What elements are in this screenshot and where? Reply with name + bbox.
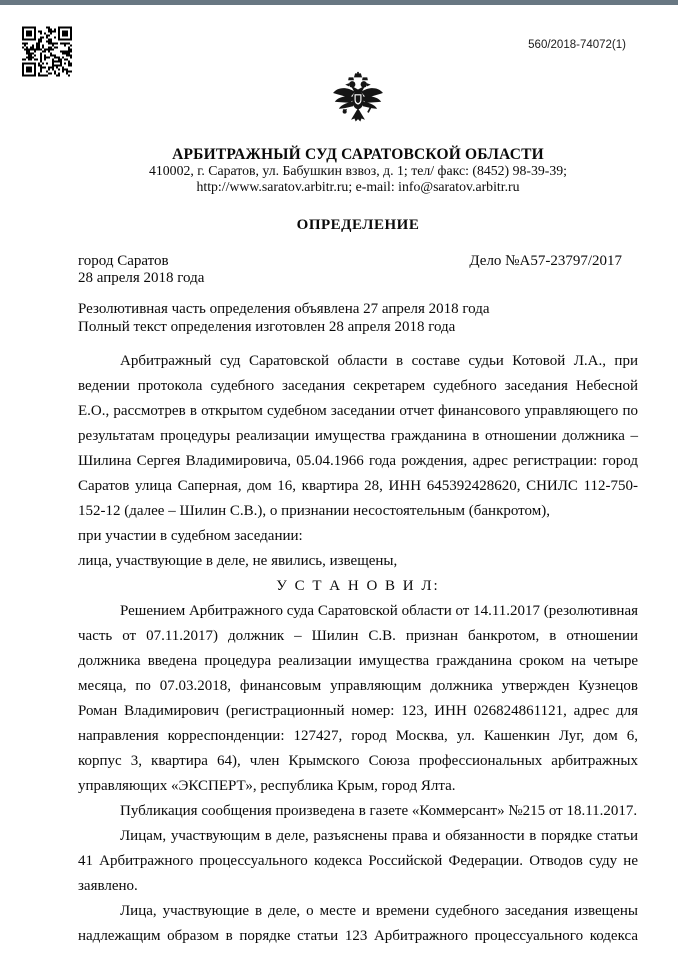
- body-paragraph: Лицам, участвующим в деле, разъяснены права и обязанности в порядке статьи 41 Арбитражного процессуального кодекса Российской Федерации. Отводов суду не заявлено.: [78, 828, 638, 894]
- intro-paragraph: Арбитражный суд Саратовской области в составе судьи Котовой Л.А., при ведении протокола судебного заседания секретарем судебного заседания Небесной Е.О., рассмотрев в открытом судебном заседании отчет финансового управляющего по результатам процедуры реализации имущества гражданина в отношении должника – Шилина Сергея Владимировича, 05.04.1966 года рождения, адрес регистрации: город Саратов улица Саперная, дом 16, квартира 28, ИНН 645392428620, СНИЛС 112-750-152-12 (далее – Шилин С.В.), о признании несостоятельным (банкротом),: [78, 353, 638, 519]
- document-number: 560/2018-74072(1): [528, 39, 626, 51]
- full-text-line: Полный текст определения изготовлен 28 апреля 2018 года: [78, 318, 456, 335]
- case-number: Дело №А57-23797/2017: [469, 253, 622, 269]
- document-page: [78, 0, 638, 949]
- qr-code: [22, 25, 72, 78]
- ustanovil-heading: У С Т А Н О В И Л:: [276, 578, 440, 594]
- document-body: [78, 349, 638, 949]
- court-contact: http://www.saratov.arbitr.ru; e-mail: info@saratov.arbitr.ru: [196, 178, 520, 194]
- case-city: город Саратов: [78, 253, 169, 269]
- body-paragraph: Решением Арбитражного суда Саратовской области от 14.11.2017 (резолютивная часть от 07.11.2017) должник – Шилин С.В. признан банкротом, в отношении должника введена процедура реализации имущества гражданина сроком на четыре месяца, по 07.03.2018, финансовым управляющим должника утвержден Кузнецов Роман Владимирович (регистрационный номер: 123, ИНН 026824861121, адрес для направления корреспонденции: 127427, город Москва, ул. Кашенкин Луг, дом 6, корпус 3, квартира 64), член Крымского Союза профессиональных арбитражных управляющих «ЭКСПЕРТ», республика Крым, город Ялта.: [78, 603, 638, 794]
- russia-coat-of-arms-icon: [329, 71, 387, 129]
- court-address: 410002, г. Саратов, ул. Бабушкин взвоз, д. 1; тел/ факс: (8452) 98-39-39;: [148, 163, 568, 178]
- court-name: АРБИТРАЖНЫЙ СУД САРАТОВСКОЙ ОБЛАСТИ: [172, 146, 544, 163]
- body-paragraph: Публикация сообщения произведена в газете «Коммерсант» №215 от 18.11.2017.: [120, 803, 638, 819]
- resolutive-part-line: Резолютивная часть определения объявлена 27 апреля 2018 года: [78, 301, 490, 317]
- announcement-block: [78, 301, 638, 336]
- participation-line: при участии в судебном заседании:: [78, 528, 303, 544]
- case-date: 28 апреля 2018 года: [78, 270, 205, 286]
- document-title: ОПРЕДЕЛЕНИЕ: [296, 217, 420, 233]
- body-paragraph: Лица, участвующие в деле, о месте и времени судебного заседания извещены надлежащим образом в порядке статьи 123 Арбитражного процессуального кодекса: [78, 903, 638, 944]
- case-meta-row: [78, 253, 638, 270]
- participation-line: лица, участвующие в деле, не явились, извещены,: [78, 553, 398, 569]
